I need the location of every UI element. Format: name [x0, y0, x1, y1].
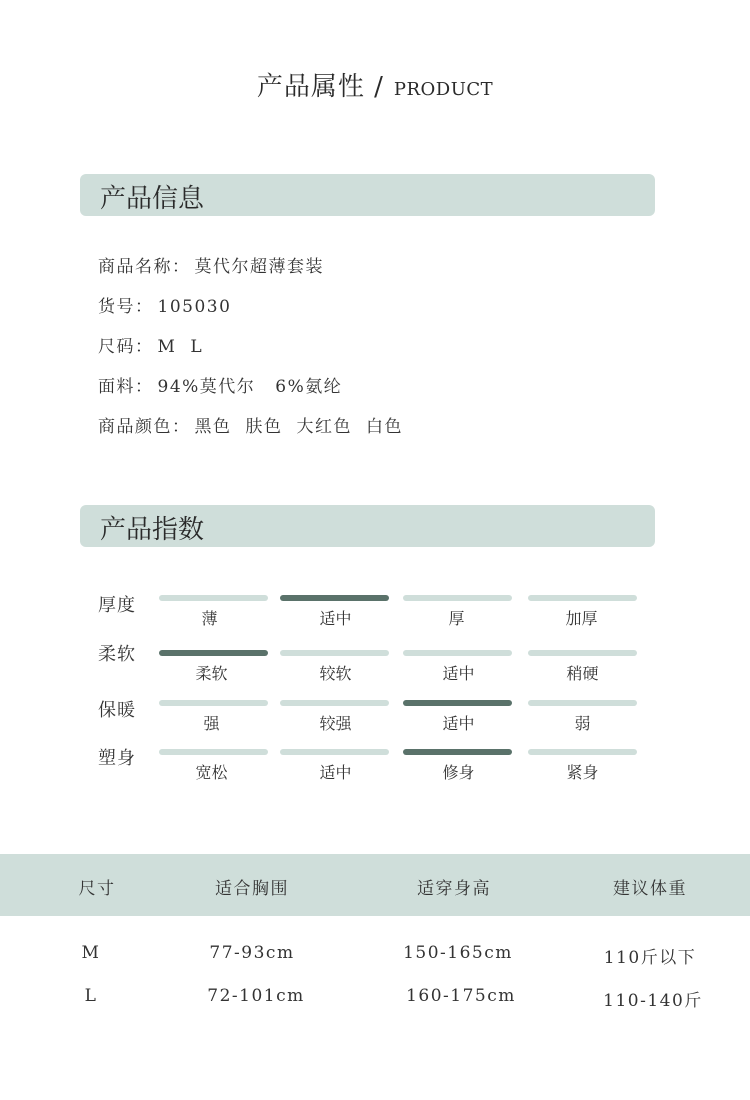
color-value: 黑色 — [194, 417, 232, 437]
size-table-cell: 110-140斤 — [603, 991, 703, 1011]
size-header-cell: 适合胸围 — [215, 879, 289, 899]
size-header-cell: 适穿身高 — [417, 879, 491, 899]
color-value: 大红色 — [296, 417, 352, 437]
index-bar — [159, 700, 268, 706]
info-label-size: 尺码： — [98, 337, 154, 357]
info-label-name: 商品名称： — [98, 257, 191, 277]
color-value: 白色 — [366, 417, 403, 437]
section-heading-product-index: 产品指数 — [100, 515, 205, 545]
info-row-sku — [98, 292, 417, 332]
size-table-cell: 160-175cm — [406, 986, 516, 1006]
info-value-name: 莫代尔超薄套装 — [194, 257, 324, 277]
size-table-cell: 110斤以下 — [603, 948, 697, 968]
index-option: 强 — [203, 714, 220, 733]
index-bar — [280, 595, 389, 601]
size-value: L — [190, 337, 204, 357]
info-label-sku: 货号： — [98, 297, 154, 317]
info-row-name — [98, 252, 417, 292]
index-option: 薄 — [201, 609, 218, 628]
info-row-size — [98, 332, 417, 372]
info-row-material — [98, 372, 417, 412]
info-label-color: 商品颜色： — [98, 417, 191, 437]
product-info-list — [98, 252, 417, 452]
index-option: 紧身 — [566, 763, 599, 782]
index-option: 适中 — [319, 763, 352, 782]
index-row-label: 厚度 — [98, 595, 136, 616]
size-value: M — [157, 337, 177, 357]
index-option: 宽松 — [195, 763, 228, 782]
index-option: 适中 — [319, 609, 352, 628]
size-header-cell: 尺寸 — [78, 879, 116, 899]
index-bar — [403, 595, 512, 601]
size-table-cell: 77-93cm — [209, 943, 295, 963]
index-bar — [528, 749, 637, 755]
color-value: 肤色 — [245, 417, 283, 437]
index-bar — [528, 700, 637, 706]
material-value: 6%氨纶 — [275, 377, 343, 397]
section-bar-product-index — [80, 505, 655, 547]
index-bar — [159, 749, 268, 755]
index-bar — [403, 749, 512, 755]
index-bar — [403, 700, 512, 706]
material-value: 94%莫代尔 — [157, 377, 256, 397]
info-value-sku: 105030 — [157, 297, 232, 317]
index-option: 弱 — [574, 714, 591, 733]
index-bar — [280, 700, 389, 706]
info-label-material: 面料： — [98, 377, 154, 397]
index-bar — [159, 650, 268, 656]
index-option: 适中 — [442, 714, 475, 733]
size-table-cell: 150-165cm — [403, 943, 513, 963]
index-bar — [280, 749, 389, 755]
index-option: 加厚 — [565, 609, 598, 628]
size-header-cell: 建议体重 — [613, 879, 687, 899]
index-option: 柔软 — [195, 664, 228, 683]
size-table-cell: L — [84, 986, 98, 1006]
section-heading-product-info: 产品信息 — [100, 184, 205, 214]
index-option: 较软 — [319, 664, 352, 683]
page-title-cn: 产品属性 / — [256, 72, 384, 102]
index-bar — [528, 650, 637, 656]
index-option: 厚 — [448, 609, 465, 628]
size-table-cell: 72-101cm — [207, 986, 305, 1006]
index-option: 稍硬 — [566, 664, 599, 683]
index-bar — [159, 595, 268, 601]
index-option: 较强 — [319, 714, 352, 733]
page-title — [0, 66, 750, 103]
index-option: 适中 — [442, 664, 475, 683]
size-table-cell: M — [81, 943, 101, 963]
index-row-label: 柔软 — [98, 644, 136, 665]
index-bar — [280, 650, 389, 656]
index-option: 修身 — [442, 763, 475, 782]
index-row-label: 塑身 — [98, 748, 136, 769]
info-row-color — [98, 412, 417, 452]
index-bar — [528, 595, 637, 601]
index-bar — [403, 650, 512, 656]
index-row-label: 保暖 — [98, 700, 136, 721]
section-bar-product-info — [80, 174, 655, 216]
page-title-en: PRODUCT — [393, 79, 494, 100]
